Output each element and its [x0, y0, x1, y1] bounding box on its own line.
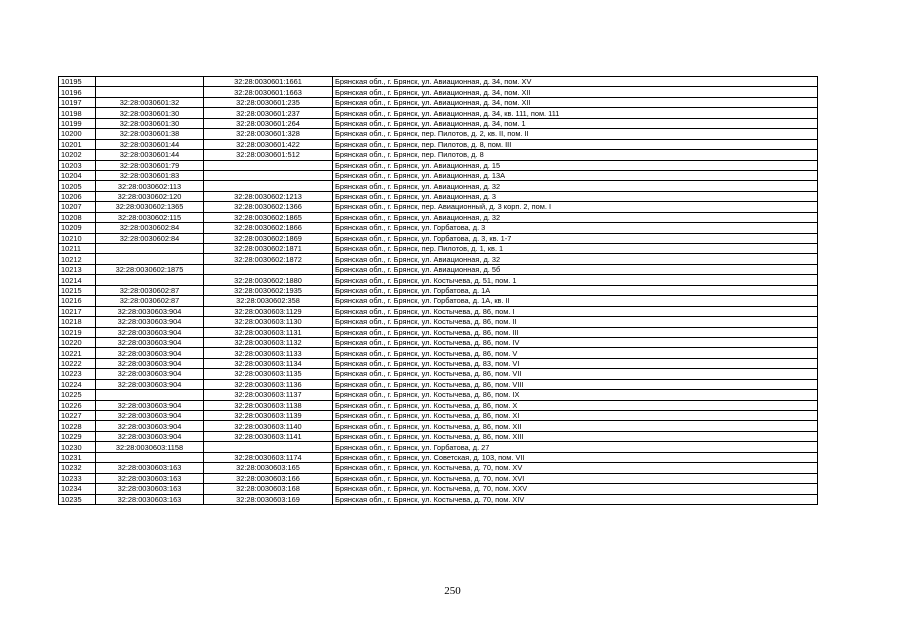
- table-row: [59, 254, 818, 264]
- object-cadastral-number-cell: 32:28:0030602:1866: [204, 223, 333, 233]
- object-cadastral-number-cell: 32:28:0030603:1131: [204, 327, 333, 337]
- table-row: [59, 244, 818, 254]
- object-cadastral-number-cell: [204, 181, 333, 191]
- land-cadastral-number-cell: [96, 244, 204, 254]
- record-number-cell: 10201: [59, 139, 96, 149]
- address-cell: Брянская обл., г. Брянск, ул. Костычева, д. 83, пом. VI: [333, 358, 818, 368]
- address-cell: Брянская обл., г. Брянск, ул. Авиационная, д. 13А: [333, 170, 818, 180]
- address-cell: Брянская обл., г. Брянск, ул. Авиационная, д. 32: [333, 212, 818, 222]
- record-number-cell: 10211: [59, 244, 96, 254]
- table-row: [59, 296, 818, 306]
- object-cadastral-number-cell: 32:28:0030601:264: [204, 118, 333, 128]
- address-cell: Брянская обл., г. Брянск, ул. Костычева, д. 86, пом. III: [333, 327, 818, 337]
- land-cadastral-number-cell: [96, 77, 204, 87]
- address-cell: Брянская обл., г. Брянск, ул. Костычева, д. 86, пом. IX: [333, 390, 818, 400]
- address-cell: Брянская обл., г. Брянск, ул. Костычева, д. 86, пом. II: [333, 317, 818, 327]
- record-number-cell: 10235: [59, 494, 96, 504]
- object-cadastral-number-cell: 32:28:0030601:1661: [204, 77, 333, 87]
- table-row: [59, 264, 818, 274]
- address-cell: Брянская обл., г. Брянск, пер. Пилотов, д. 8, пом. III: [333, 139, 818, 149]
- land-cadastral-number-cell: 32:28:0030602:1875: [96, 264, 204, 274]
- table-row: [59, 212, 818, 222]
- table-row: [59, 494, 818, 504]
- record-number-cell: 10212: [59, 254, 96, 264]
- record-number-cell: 10204: [59, 170, 96, 180]
- address-cell: Брянская обл., г. Брянск, ул. Авиационная, д. 5б: [333, 264, 818, 274]
- land-cadastral-number-cell: 32:28:0030601:44: [96, 150, 204, 160]
- land-cadastral-number-cell: 32:28:0030601:83: [96, 170, 204, 180]
- record-number-cell: 10197: [59, 97, 96, 107]
- record-number-cell: 10233: [59, 473, 96, 483]
- land-cadastral-number-cell: 32:28:0030602:87: [96, 296, 204, 306]
- record-number-cell: 10199: [59, 118, 96, 128]
- table-row: [59, 390, 818, 400]
- record-number-cell: 10231: [59, 452, 96, 462]
- land-cadastral-number-cell: 32:28:0030602:84: [96, 223, 204, 233]
- table-row: [59, 181, 818, 191]
- table-row: [59, 327, 818, 337]
- address-cell: Брянская обл., г. Брянск, ул. Костычева, д. 86, пом. XII: [333, 421, 818, 431]
- address-cell: Брянская обл., г. Брянск, ул. Костычева, д. 86, пом. VIII: [333, 379, 818, 389]
- address-cell: Брянская обл., г. Брянск, пер. Пилотов, д. 1, кв. 1: [333, 244, 818, 254]
- object-cadastral-number-cell: 32:28:0030601:328: [204, 129, 333, 139]
- table-row: [59, 369, 818, 379]
- object-cadastral-number-cell: 32:28:0030602:1872: [204, 254, 333, 264]
- land-cadastral-number-cell: [96, 87, 204, 97]
- record-number-cell: 10195: [59, 77, 96, 87]
- registry-table-body: [59, 77, 818, 505]
- object-cadastral-number-cell: 32:28:0030603:1130: [204, 317, 333, 327]
- object-cadastral-number-cell: 32:28:0030603:1138: [204, 400, 333, 410]
- address-cell: Брянская обл., г. Брянск, ул. Костычева, д. 70, пом. XIV: [333, 494, 818, 504]
- land-cadastral-number-cell: 32:28:0030603:904: [96, 431, 204, 441]
- address-cell: Брянская обл., г. Брянск, ул. Горбатова, д. 3, кв. 1-7: [333, 233, 818, 243]
- record-number-cell: 10227: [59, 411, 96, 421]
- record-number-cell: 10229: [59, 431, 96, 441]
- object-cadastral-number-cell: 32:28:0030602:1869: [204, 233, 333, 243]
- record-number-cell: 10232: [59, 463, 96, 473]
- address-cell: Брянская обл., г. Брянск, ул. Авиационная, д. 32: [333, 181, 818, 191]
- object-cadastral-number-cell: 32:28:0030603:1139: [204, 411, 333, 421]
- object-cadastral-number-cell: [204, 264, 333, 274]
- land-cadastral-number-cell: 32:28:0030603:904: [96, 317, 204, 327]
- table-row: [59, 337, 818, 347]
- record-number-cell: 10224: [59, 379, 96, 389]
- address-cell: Брянская обл., г. Брянск, ул. Костычева, д. 51, пом. 1: [333, 275, 818, 285]
- land-cadastral-number-cell: 32:28:0030603:1158: [96, 442, 204, 452]
- land-cadastral-number-cell: 32:28:0030602:1365: [96, 202, 204, 212]
- land-cadastral-number-cell: 32:28:0030603:904: [96, 358, 204, 368]
- address-cell: Брянская обл., г. Брянск, ул. Костычева, д. 86, пом. I: [333, 306, 818, 316]
- record-number-cell: 10198: [59, 108, 96, 118]
- address-cell: Брянская обл., г. Брянск, ул. Костычева, д. 86, пом. VII: [333, 369, 818, 379]
- record-number-cell: 10213: [59, 264, 96, 274]
- table-row: [59, 400, 818, 410]
- land-cadastral-number-cell: 32:28:0030601:32: [96, 97, 204, 107]
- record-number-cell: 10226: [59, 400, 96, 410]
- land-cadastral-number-cell: 32:28:0030602:113: [96, 181, 204, 191]
- object-cadastral-number-cell: 32:28:0030603:165: [204, 463, 333, 473]
- address-cell: Брянская обл., г. Брянск, ул. Костычева, д. 70, пом. XXV: [333, 484, 818, 494]
- object-cadastral-number-cell: 32:28:0030602:1880: [204, 275, 333, 285]
- table-row: [59, 170, 818, 180]
- table-row: [59, 442, 818, 452]
- table-row: [59, 317, 818, 327]
- object-cadastral-number-cell: 32:28:0030603:1141: [204, 431, 333, 441]
- land-cadastral-number-cell: 32:28:0030602:120: [96, 191, 204, 201]
- record-number-cell: 10228: [59, 421, 96, 431]
- table-row: [59, 118, 818, 128]
- address-cell: Брянская обл., г. Брянск, ул. Костычева, д. 86, пом. IV: [333, 337, 818, 347]
- record-number-cell: 10206: [59, 191, 96, 201]
- table-row: [59, 129, 818, 139]
- object-cadastral-number-cell: 32:28:0030601:512: [204, 150, 333, 160]
- record-number-cell: 10209: [59, 223, 96, 233]
- table-row: [59, 358, 818, 368]
- land-cadastral-number-cell: 32:28:0030603:904: [96, 348, 204, 358]
- land-cadastral-number-cell: 32:28:0030603:904: [96, 421, 204, 431]
- record-number-cell: 10196: [59, 87, 96, 97]
- address-cell: Брянская обл., г. Брянск, ул. Костычева, д. 70, пом. XVI: [333, 473, 818, 483]
- record-number-cell: 10225: [59, 390, 96, 400]
- address-cell: Брянская обл., г. Брянск, пер. Пилотов, д. 8: [333, 150, 818, 160]
- object-cadastral-number-cell: 32:28:0030603:168: [204, 484, 333, 494]
- address-cell: Брянская обл., г. Брянск, ул. Костычева, д. 86, пом. XIII: [333, 431, 818, 441]
- table-row: [59, 87, 818, 97]
- object-cadastral-number-cell: [204, 442, 333, 452]
- object-cadastral-number-cell: 32:28:0030602:1865: [204, 212, 333, 222]
- table-row: [59, 421, 818, 431]
- object-cadastral-number-cell: 32:28:0030603:166: [204, 473, 333, 483]
- record-number-cell: 10221: [59, 348, 96, 358]
- record-number-cell: 10207: [59, 202, 96, 212]
- object-cadastral-number-cell: 32:28:0030602:1366: [204, 202, 333, 212]
- land-cadastral-number-cell: [96, 275, 204, 285]
- land-cadastral-number-cell: 32:28:0030603:904: [96, 411, 204, 421]
- address-cell: Брянская обл., г. Брянск, ул. Авиационная, д. 34, пом. XII: [333, 87, 818, 97]
- land-cadastral-number-cell: 32:28:0030601:79: [96, 160, 204, 170]
- record-number-cell: 10202: [59, 150, 96, 160]
- object-cadastral-number-cell: 32:28:0030603:1132: [204, 337, 333, 347]
- table-row: [59, 484, 818, 494]
- table-row: [59, 160, 818, 170]
- address-cell: Брянская обл., г. Брянск, пер. Авиационный, д. 3 корп. 2, пом. I: [333, 202, 818, 212]
- land-cadastral-number-cell: 32:28:0030603:163: [96, 484, 204, 494]
- object-cadastral-number-cell: 32:28:0030601:237: [204, 108, 333, 118]
- address-cell: Брянская обл., г. Брянск, ул. Костычева, д. 86, пом. XI: [333, 411, 818, 421]
- land-cadastral-number-cell: 32:28:0030601:30: [96, 108, 204, 118]
- address-cell: Брянская обл., г. Брянск, ул. Костычева, д. 86, пом. X: [333, 400, 818, 410]
- table-row: [59, 191, 818, 201]
- object-cadastral-number-cell: 32:28:0030602:1935: [204, 285, 333, 295]
- address-cell: Брянская обл., г. Брянск, ул. Авиационная, д. 34, пом. 1: [333, 118, 818, 128]
- land-cadastral-number-cell: 32:28:0030601:38: [96, 129, 204, 139]
- object-cadastral-number-cell: 32:28:0030602:358: [204, 296, 333, 306]
- table-row: [59, 223, 818, 233]
- object-cadastral-number-cell: 32:28:0030603:1174: [204, 452, 333, 462]
- address-cell: Брянская обл., г. Брянск, пер. Пилотов, д. 2, кв. II, пом. II: [333, 129, 818, 139]
- address-cell: Брянская обл., г. Брянск, ул. Горбатова, д. 1А: [333, 285, 818, 295]
- record-number-cell: 10217: [59, 306, 96, 316]
- table-row: [59, 233, 818, 243]
- land-cadastral-number-cell: [96, 390, 204, 400]
- record-number-cell: 10203: [59, 160, 96, 170]
- land-cadastral-number-cell: 32:28:0030603:904: [96, 379, 204, 389]
- object-cadastral-number-cell: 32:28:0030603:1136: [204, 379, 333, 389]
- record-number-cell: 10223: [59, 369, 96, 379]
- address-cell: Брянская обл., г. Брянск, ул. Советская, д. 103, пом. VII: [333, 452, 818, 462]
- land-cadastral-number-cell: 32:28:0030602:115: [96, 212, 204, 222]
- object-cadastral-number-cell: 32:28:0030602:1871: [204, 244, 333, 254]
- table-row: [59, 473, 818, 483]
- land-cadastral-number-cell: 32:28:0030603:904: [96, 306, 204, 316]
- land-cadastral-number-cell: [96, 452, 204, 462]
- object-cadastral-number-cell: 32:28:0030601:422: [204, 139, 333, 149]
- table-row: [59, 411, 818, 421]
- record-number-cell: 10222: [59, 358, 96, 368]
- record-number-cell: 10216: [59, 296, 96, 306]
- record-number-cell: 10210: [59, 233, 96, 243]
- land-cadastral-number-cell: 32:28:0030603:904: [96, 369, 204, 379]
- address-cell: Брянская обл., г. Брянск, ул. Авиационная, д. 34, пом. XV: [333, 77, 818, 87]
- table-row: [59, 379, 818, 389]
- table-row: [59, 452, 818, 462]
- table-row: [59, 348, 818, 358]
- address-cell: Брянская обл., г. Брянск, ул. Костычева, д. 86, пом. V: [333, 348, 818, 358]
- table-row: [59, 139, 818, 149]
- land-cadastral-number-cell: 32:28:0030603:163: [96, 494, 204, 504]
- object-cadastral-number-cell: 32:28:0030603:1137: [204, 390, 333, 400]
- table-row: [59, 108, 818, 118]
- address-cell: Брянская обл., г. Брянск, ул. Горбатова, д. 3: [333, 223, 818, 233]
- land-cadastral-number-cell: [96, 254, 204, 264]
- record-number-cell: 10230: [59, 442, 96, 452]
- table-row: [59, 202, 818, 212]
- address-cell: Брянская обл., г. Брянск, ул. Авиационная, д. 32: [333, 254, 818, 264]
- land-cadastral-number-cell: 32:28:0030603:904: [96, 337, 204, 347]
- object-cadastral-number-cell: [204, 170, 333, 180]
- land-cadastral-number-cell: 32:28:0030602:87: [96, 285, 204, 295]
- land-cadastral-number-cell: 32:28:0030603:904: [96, 327, 204, 337]
- object-cadastral-number-cell: 32:28:0030601:1663: [204, 87, 333, 97]
- address-cell: Брянская обл., г. Брянск, ул. Авиационная, д. 15: [333, 160, 818, 170]
- record-number-cell: 10220: [59, 337, 96, 347]
- record-number-cell: 10200: [59, 129, 96, 139]
- object-cadastral-number-cell: 32:28:0030603:1140: [204, 421, 333, 431]
- record-number-cell: 10219: [59, 327, 96, 337]
- page-number: 250: [444, 585, 461, 597]
- address-cell: Брянская обл., г. Брянск, ул. Авиационная, д. 3: [333, 191, 818, 201]
- table-row: [59, 306, 818, 316]
- land-cadastral-number-cell: 32:28:0030601:44: [96, 139, 204, 149]
- address-cell: Брянская обл., г. Брянск, ул. Авиационная, д. 34, пом. XII: [333, 97, 818, 107]
- land-cadastral-number-cell: 32:28:0030601:30: [96, 118, 204, 128]
- address-cell: Брянская обл., г. Брянск, ул. Авиационная, д. 34, кв. 111, пом. 111: [333, 108, 818, 118]
- registry-table: [58, 76, 818, 505]
- record-number-cell: 10218: [59, 317, 96, 327]
- land-cadastral-number-cell: 32:28:0030603:163: [96, 463, 204, 473]
- table-row: [59, 431, 818, 441]
- object-cadastral-number-cell: [204, 160, 333, 170]
- land-cadastral-number-cell: 32:28:0030602:84: [96, 233, 204, 243]
- table-row: [59, 285, 818, 295]
- object-cadastral-number-cell: 32:28:0030601:235: [204, 97, 333, 107]
- table-row: [59, 463, 818, 473]
- object-cadastral-number-cell: 32:28:0030603:1135: [204, 369, 333, 379]
- object-cadastral-number-cell: 32:28:0030603:1133: [204, 348, 333, 358]
- land-cadastral-number-cell: 32:28:0030603:163: [96, 473, 204, 483]
- table-row: [59, 77, 818, 87]
- table-row: [59, 275, 818, 285]
- object-cadastral-number-cell: 32:28:0030603:1129: [204, 306, 333, 316]
- table-row: [59, 150, 818, 160]
- record-number-cell: 10214: [59, 275, 96, 285]
- table-row: [59, 97, 818, 107]
- address-cell: Брянская обл., г. Брянск, ул. Костычева, д. 70, пом. XV: [333, 463, 818, 473]
- object-cadastral-number-cell: 32:28:0030603:169: [204, 494, 333, 504]
- land-cadastral-number-cell: 32:28:0030603:904: [96, 400, 204, 410]
- record-number-cell: 10215: [59, 285, 96, 295]
- record-number-cell: 10234: [59, 484, 96, 494]
- address-cell: Брянская обл., г. Брянск, ул. Горбатова, д. 1А, кв. II: [333, 296, 818, 306]
- record-number-cell: 10208: [59, 212, 96, 222]
- address-cell: Брянская обл., г. Брянск, ул. Горбатова, д. 27: [333, 442, 818, 452]
- record-number-cell: 10205: [59, 181, 96, 191]
- object-cadastral-number-cell: 32:28:0030603:1134: [204, 358, 333, 368]
- object-cadastral-number-cell: 32:28:0030602:1213: [204, 191, 333, 201]
